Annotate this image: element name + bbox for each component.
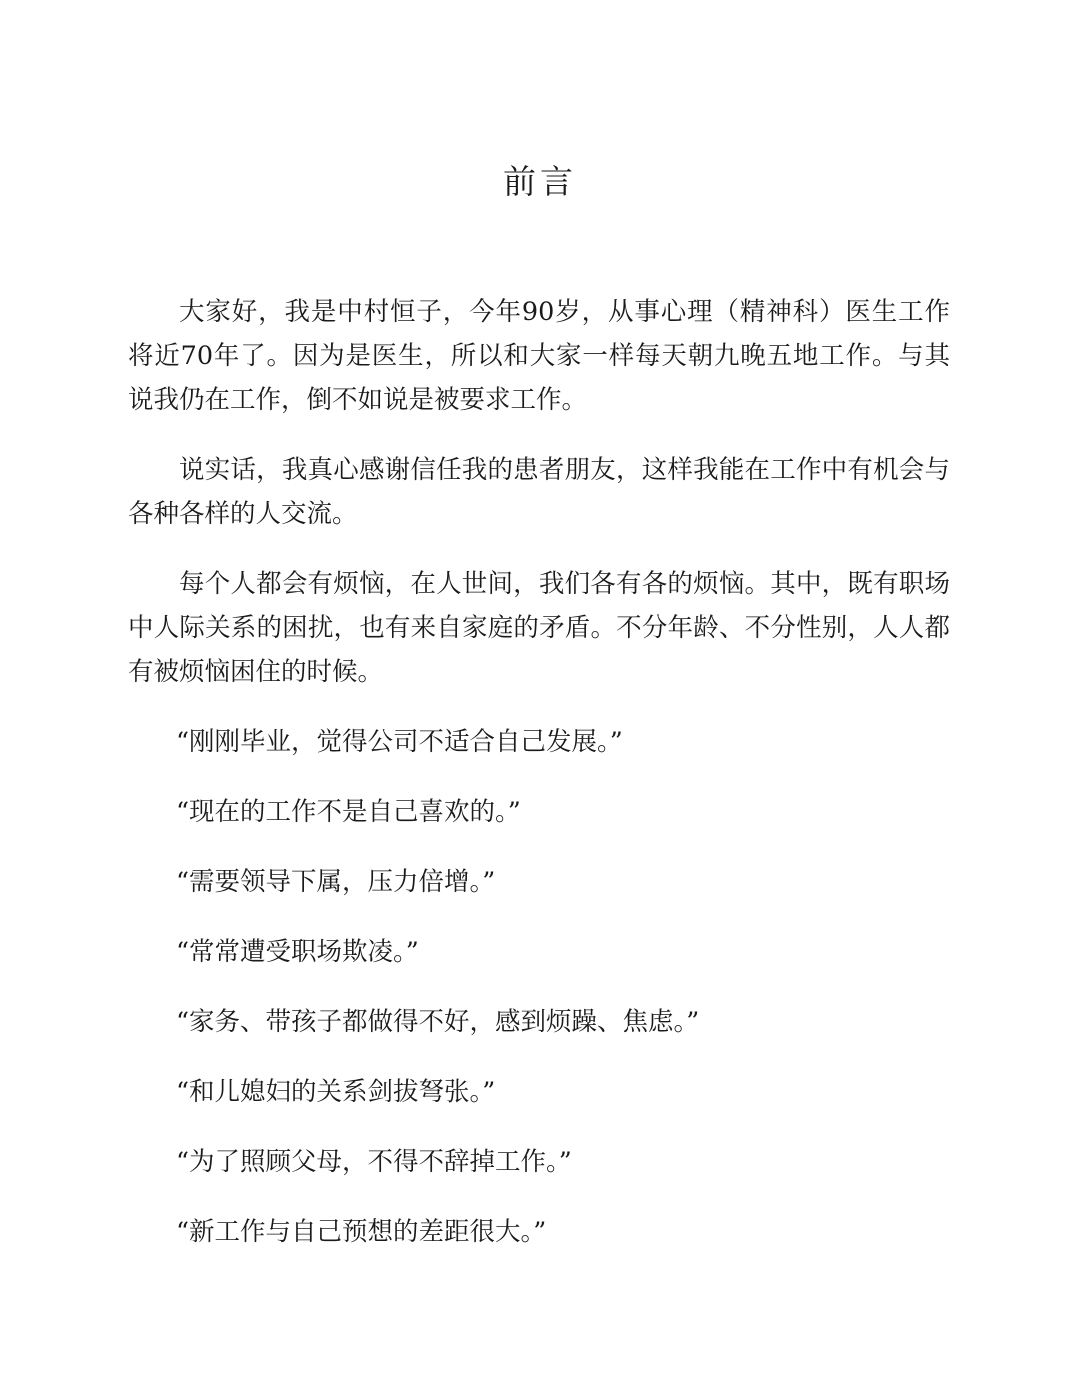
page-title: 前言 bbox=[503, 162, 577, 201]
quote-item: “和儿媳妇的关系剑拔弩张。” bbox=[176, 1077, 496, 1107]
quote-item: “为了照顾父母，不得不辞掉工作。” bbox=[176, 1147, 572, 1177]
quote-item: “需要领导下属，压力倍增。” bbox=[176, 867, 496, 897]
paragraph-worries: 每个人都会有烦恼，在人世间，我们各有各的烦恼。其中，既有职场中人际关系的困扰，也有来自家庭的矛盾。不分年龄、不分性别，人人都有被烦恼困住的时候。 bbox=[128, 569, 950, 687]
document-body bbox=[128, 290, 950, 1280]
paragraph-gratitude: 说实话，我真心感谢信任我的患者朋友，这样我能在工作中有机会与各种各样的人交流。 bbox=[128, 455, 950, 529]
paragraph-intro: 大家好，我是中村恒子，今年90岁，从事心理（精神科）医生工作将近70年了。因为是医生，所以和大家一样每天朝九晚五地工作。与其说我仍在工作，倒不如说是被要求工作。 bbox=[128, 297, 950, 415]
quote-item: “家务、带孩子都做得不好，感到烦躁、焦虑。” bbox=[176, 1007, 700, 1037]
quote-item: “现在的工作不是自己喜欢的。” bbox=[176, 797, 521, 827]
quote-item: “刚刚毕业，觉得公司不适合自己发展。” bbox=[176, 727, 623, 757]
quote-item: “新工作与自己预想的差距很大。” bbox=[176, 1217, 547, 1247]
quote-item: “常常遭受职场欺凌。” bbox=[176, 937, 419, 967]
